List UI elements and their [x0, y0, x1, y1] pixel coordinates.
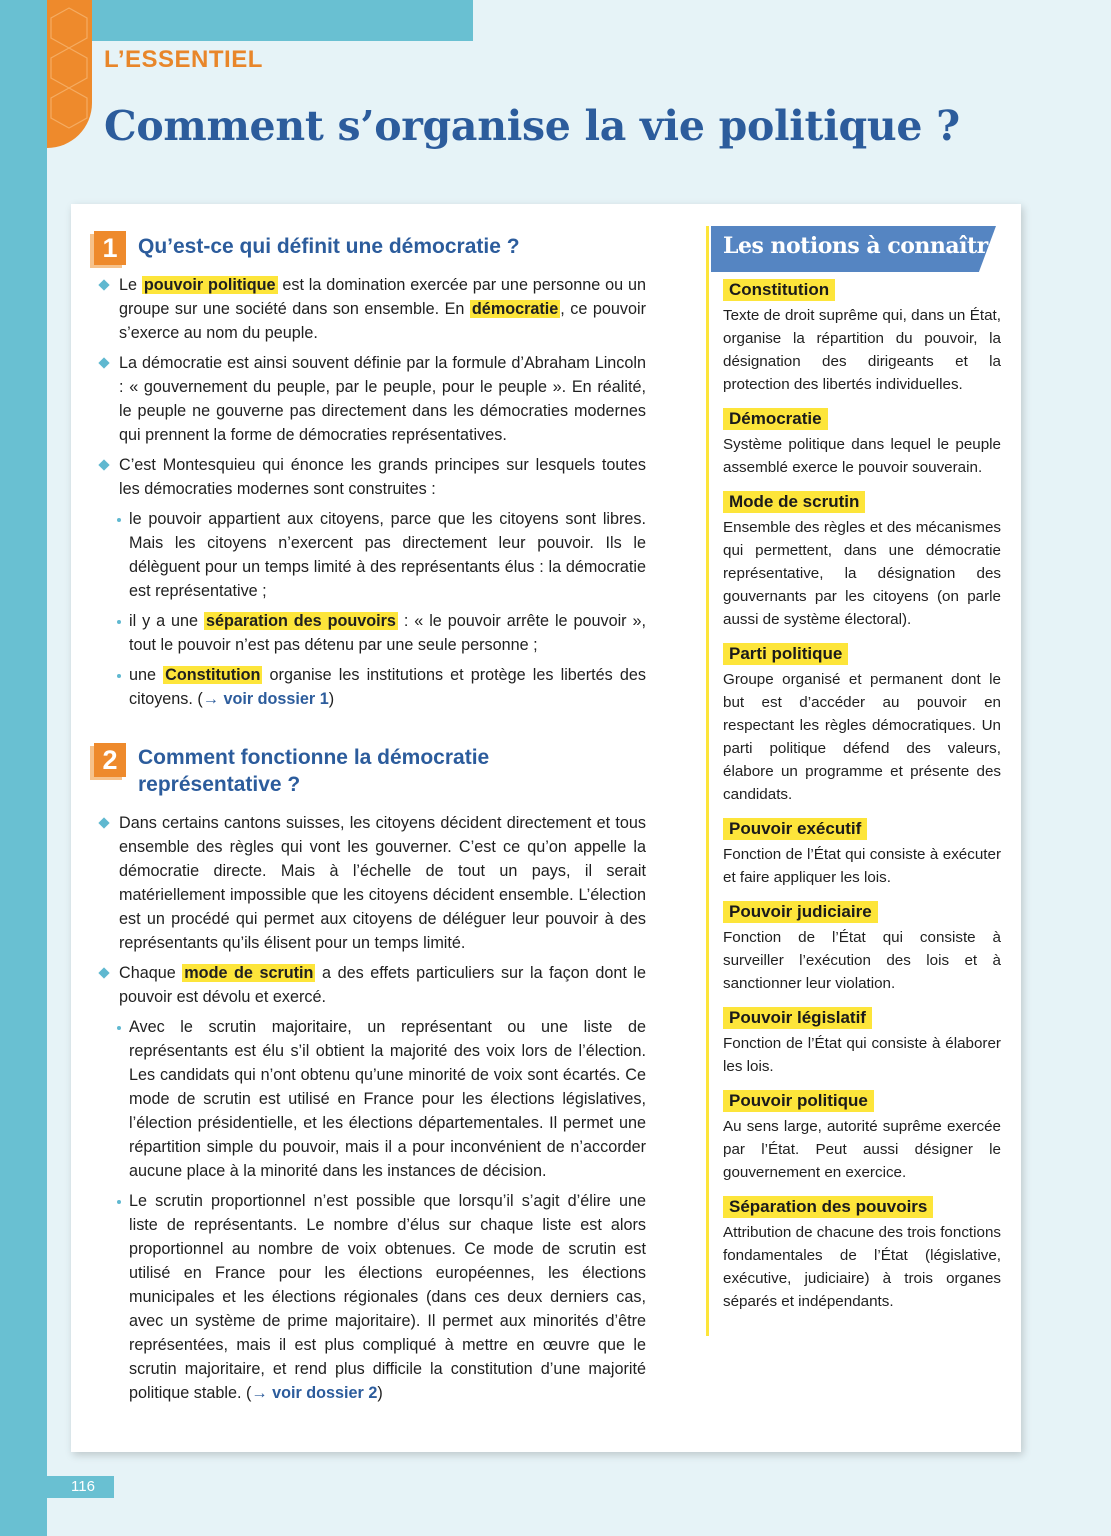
notion-term: Démocratie [723, 408, 828, 430]
section-eyebrow: L’ESSENTIEL [104, 46, 263, 73]
page-number: 116 [47, 1476, 114, 1498]
diamond-bullet-icon [98, 279, 109, 290]
section-2-heading [94, 742, 489, 798]
keyword-highlight: démocratie [471, 300, 559, 318]
bullet-paragraph: Le pouvoir politique est la domination exercée par une personne ou un groupe sur une société dans son ensemble. En démocratie , ce pouvoir s’exerce au nom du peuple. [98, 273, 646, 345]
dot-bullet-icon [117, 1200, 121, 1204]
dossier-link[interactable]: → voir dossier 1 [202, 690, 329, 708]
section-2-body [98, 811, 646, 1411]
diamond-bullet-icon [98, 459, 109, 470]
notion-definition: Système politique dans lequel le peuple assemblé exerce le pouvoir souverain. [723, 436, 1001, 476]
dot-bullet-icon [117, 1026, 121, 1030]
notion-item [723, 818, 1001, 889]
dossier-link[interactable]: → voir dossier 2 [251, 1384, 378, 1402]
bullet-paragraph: La démocratie est ainsi souvent définie par la formule d’Abraham Lincoln : « gouvernement du peuple, par le peuple, pour le peuple ». En réalité, le peuple ne gouverne pas directement dans les démocraties modernes qui prennent la forme de démocraties représentatives. [98, 351, 646, 447]
left-margin-bar [0, 0, 47, 1536]
notion-item [723, 491, 1001, 631]
notion-item [723, 901, 1001, 995]
notion-term: Parti politique [723, 643, 848, 665]
keyword-highlight: Constitution [165, 666, 261, 684]
hexagon-pattern-icon [47, 0, 92, 148]
section-1-body [98, 273, 646, 717]
sub-bullet-paragraph: Le scrutin proportionnel n’est possible que lorsqu’il s’agit d’élire une liste de représentants. Le nombre d’élus sur chaque liste est alors proportionnel au nombre de voix obtenues. Ce mode de scrutin est utilisé en France pour les élections européennes, les élections municipales et les élections régionales (dans ces deux derniers cas, avec un système de prime majoritaire). Il permet aux minorités d’être représentées, mais il est plus compliqué à mettre en œuvre que le scrutin majoritaire, et rend plus difficile la constitution d’une majorité politique stable. (→ voir dossier 2) [98, 1189, 646, 1405]
bullet-paragraph: Dans certains cantons suisses, les citoyens décident directement et tous ensemble des règles qui vont les gouverner. C’est ce qu’on appelle la démocratie directe. Mais à l’échelle de tout un pays, il serait matériellement impossible que les citoyens décident ensemble. L’élection est un procédé qui permet aux citoyens de déléguer leur pouvoir à des représentants qu’ils élisent pour un temps limité. [98, 811, 646, 955]
notion-term: Séparation des pouvoirs [723, 1196, 933, 1218]
notion-definition: Fonction de l’État qui consiste à élaborer les lois. [723, 1035, 1001, 1075]
orange-corner-tab [47, 0, 92, 148]
sub-bullet-paragraph: Avec le scrutin majoritaire, un représentant ou une liste de représentants est élu s’il obtient la majorité des voix lors de l’élection. Les candidats qui n’ont obtenu qu’une minorité de voix sont écartés. Ce mode de scrutin est utilisé en France pour les élections législatives, l’élection présidentielle, et les élections départementales. Il permet une répartition simple du pouvoir, mais il a pour inconvénient de n’accorder aucune place à la minorité dans les instances de décision. [98, 1015, 646, 1183]
notion-item [723, 1090, 1001, 1184]
notion-definition: Groupe organisé et permanent dont le but est d’accéder au pouvoir en respectant les règles démocratiques. Un parti politique défend des valeurs, élabore un programme et présente des candidats. [723, 671, 1001, 803]
top-color-band [47, 0, 473, 41]
notion-term: Pouvoir politique [723, 1090, 874, 1112]
dot-bullet-icon [117, 518, 121, 522]
diamond-bullet-icon [98, 967, 109, 978]
diamond-bullet-icon [98, 817, 109, 828]
page-title: Comment s’organise la vie politique ? [104, 102, 960, 150]
notion-definition: Attribution de chacune des trois fonctions fondamentales de l’État (législative, exécutive, judiciaire) à trois organes séparés et indépendants. [723, 1224, 1001, 1310]
keyword-highlight: pouvoir politique [143, 276, 276, 294]
notion-term: Pouvoir exécutif [723, 818, 867, 840]
notion-term: Pouvoir législatif [723, 1007, 872, 1029]
bullet-paragraph: C’est Montesquieu qui énonce les grands principes sur lesquels toutes les démocraties modernes sont construites : [98, 453, 646, 501]
notion-definition: Ensemble des règles et des mécanismes qui permettent, dans une démocratie représentative, la désignation des gouvernants par les citoyens (on parle aussi de système électoral). [723, 519, 1001, 628]
notion-list [723, 279, 1001, 1325]
notion-definition: Fonction de l’État qui consiste à exécuter et faire appliquer les lois. [723, 846, 1001, 886]
bullet-paragraph: Chaque mode de scrutin a des effets particuliers sur la façon dont le pouvoir est dévolu et exercé. [98, 961, 646, 1009]
dot-bullet-icon [117, 674, 121, 678]
notion-definition: Texte de droit suprême qui, dans un État, organise la répartition du pouvoir, la désignation des dirigeants et la protection des libertés individuelles. [723, 307, 1001, 393]
notion-term: Pouvoir judiciaire [723, 901, 878, 923]
sub-bullet-paragraph: le pouvoir appartient aux citoyens, parce que les citoyens sont libres. Mais les citoyens n’exercent pas directement leur pouvoir. Ils le délèguent pour un temps limité à des représentants élus : la démocratie est représentative ; [98, 507, 646, 603]
notions-sidebar [706, 226, 1004, 1336]
section-1-heading [94, 230, 520, 265]
notion-term: Mode de scrutin [723, 491, 865, 513]
notion-term: Constitution [723, 279, 835, 301]
section-1-number: 1 [94, 231, 126, 265]
keyword-highlight: mode de scrutin [184, 964, 314, 982]
notions-title: Les notions à connaître [723, 233, 1002, 259]
section-1-title: Qu’est-ce qui définit une démocratie ? [138, 235, 520, 258]
notion-item [723, 1007, 1001, 1078]
section-2-number: 2 [94, 743, 126, 777]
notion-definition: Au sens large, autorité suprême exercée par l’État. Peut aussi désigner le gouvernement en exercice. [723, 1118, 1001, 1181]
section-2-title: Comment fonctionne la démocratie représentative ? [138, 746, 490, 796]
notion-item [723, 643, 1001, 806]
dot-bullet-icon [117, 620, 121, 624]
notion-item [723, 1196, 1001, 1313]
notion-definition: Fonction de l’État qui consiste à surveiller l’exécution des lois et à sanctionner leur violation. [723, 929, 1001, 992]
notion-item [723, 408, 1001, 479]
keyword-highlight: séparation des pouvoirs [205, 612, 396, 630]
sub-bullet-paragraph: une Constitution organise les institutions et protège les libertés des citoyens. (→ voir dossier 1) [98, 663, 646, 711]
diamond-bullet-icon [98, 357, 109, 368]
sub-bullet-paragraph: il y a une séparation des pouvoirs : « le pouvoir arrête le pouvoir », tout le pouvoir n’est pas détenu par une seule personne ; [98, 609, 646, 657]
notion-item [723, 279, 1001, 396]
